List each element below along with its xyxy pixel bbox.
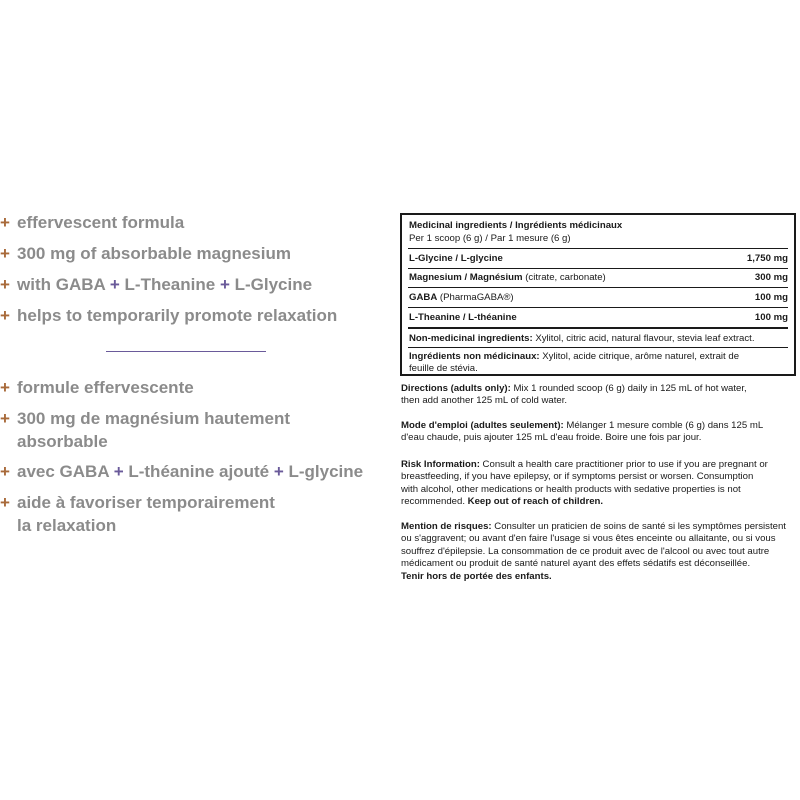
claim-en-3: + with GABA + L-Theanine + L-Glycine [0, 275, 313, 294]
claim-fr-2: + 300 mg de magnésium hautement absorbable [0, 409, 291, 451]
claim-fr-3: + avec GABA + L-théanine ajouté + L-glycine [0, 462, 364, 481]
directions-fr: Mode d'emploi (adultes seulement): Mélanger 1 mesure comble (6 g) dans 125 mL d'eau chaude, puis ajouter 125 mL d'eau froide. Boire une fois par jour. [401, 420, 764, 444]
claim-en-4: + helps to temporarily promote relaxation [0, 306, 338, 325]
directions-en: Directions (adults only): Mix 1 rounded scoop (6 g) daily in 125 mL of hot water, then add another 125 mL of cold water. [401, 383, 747, 407]
plus-icon: + [0, 244, 10, 263]
plus-icon: + [273, 462, 284, 481]
ingredient-row: L-Theanine / L-théanine 100 mg [409, 312, 788, 323]
divider [408, 347, 788, 348]
plus-icon: + [113, 462, 124, 481]
divider [408, 248, 788, 249]
plus-icon: + [0, 493, 10, 512]
nonmedicinal-fr: Ingrédients non médicinaux: Xylitol, acide citrique, arôme naturel, extrait de feuille de stévia. [409, 351, 740, 374]
plus-icon: + [109, 275, 120, 294]
plus-icon: + [0, 213, 10, 232]
claim-fr-1: + formule effervescente [0, 378, 194, 397]
ingredients-label [400, 213, 796, 376]
claim-en-1: + effervescent formula [0, 213, 185, 232]
divider [106, 351, 266, 352]
divider [408, 268, 788, 269]
divider [408, 327, 788, 329]
plus-icon: + [0, 306, 10, 325]
risk-info-en: Risk Information: Consult a health care practitioner prior to use if you are pregnant or breastfeeding, if you have epilepsy, or if symptoms persist or worsen. Consumption with alcohol, other medications or health products with sedative properties is not recommended. Keep out of reach of children. [401, 459, 768, 508]
plus-icon: + [0, 275, 10, 294]
risk-info-fr: Mention de risques: Consulter un praticien de soins de santé si les symptômes persistent ou s'aggravent; ou avant d'en faire l'usage si vous êtes enceinte ou allaitante, ou si vous souffrez d'épilepsie. La consommation de ce produit avec de l'alcool ou avec tout autre médicament ou produit de santé naturel ayant des effets sédatifs est déconseillée. Tenir hors de portée des enfants. [401, 521, 786, 582]
plus-icon: + [219, 275, 230, 294]
plus-icon: + [0, 462, 10, 481]
divider [408, 307, 788, 308]
warning-text: Keep out of reach of children. [467, 496, 604, 508]
serving-size: Per 1 scoop (6 g) / Par 1 mesure (6 g) [409, 233, 571, 244]
label-header: Medicinal ingredients / Ingrédients médicinaux [409, 220, 623, 231]
claim-en-2: + 300 mg of absorbable magnesium [0, 244, 291, 263]
plus-icon: + [0, 409, 10, 428]
ingredient-row: GABA (PharmaGABA®) 100 mg [409, 292, 788, 303]
plus-icon: + [0, 378, 10, 397]
ingredient-row: L-Glycine / L-glycine 1,750 mg [409, 253, 788, 264]
nonmedicinal-en: Non-medicinal ingredients: Xylitol, citric acid, natural flavour, stevia leaf extract. [409, 333, 755, 344]
divider [408, 287, 788, 288]
ingredient-row: Magnesium / Magnésium (citrate, carbonate) 300 mg [409, 272, 788, 283]
claim-fr-4: + aide à favoriser temporairement la relaxation [0, 493, 275, 535]
warning-text: Tenir hors de portée des enfants. [401, 570, 552, 582]
